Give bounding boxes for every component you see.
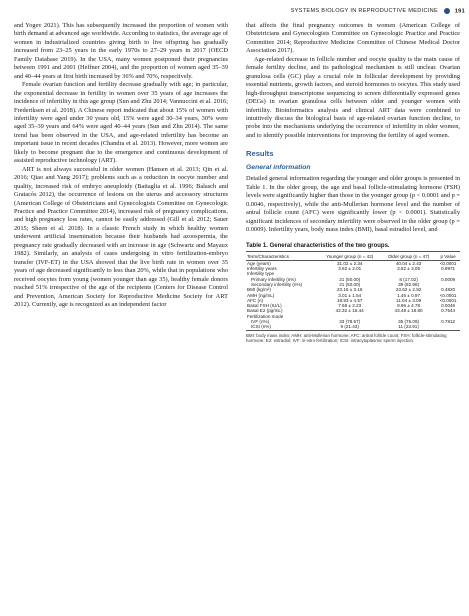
- table-body: [246, 260, 460, 330]
- table-cell-younger: 9 (21.43): [318, 324, 381, 330]
- journal-title: SYSTEMS BIOLOGY IN REPRODUCTIVE MEDICINE: [290, 8, 439, 15]
- table-header-older: Older group (n = 47): [381, 254, 436, 261]
- paragraph: that affects the final pregnancy outcomes in women (American College of Obstetricians and Gynecologists Committee on Gynecologic Practice and Practice Committee 2014; Reproductive Medicine Committee of Chinese Medical Doctor Association 2017).: [246, 22, 460, 55]
- table-cell-older: 3.62 ± 3.05: [397, 266, 421, 272]
- table-cell-term: BMI (kg/m²): [247, 287, 271, 293]
- paragraph: Detailed general information regarding the younger and older groups is presented in Table 1. In the older group, the age and basal follicle-stimulating hormone (FSH) levels were significantly higher than those in the younger group (p < 0.0001 and p = 0.0046, respectively), while the anti-Mullerian hormone level and the number of antral follicle count (AFC) were significantly lower (p < 0.0001). Statistically significant incidences of secondary infertility were observed in the older group (p = 0.0009). Infertility years, body mass index (BMI), basal estradiol level, and: [246, 175, 460, 234]
- table-cell-p: 0.7812: [441, 319, 456, 325]
- table-cell-younger: 33 (78.57): [339, 319, 361, 325]
- table-cell-term: AMH (ng/mL): [247, 292, 275, 298]
- table-cell-p: <0.0001: [439, 260, 457, 266]
- table-cell-younger: 18.93 ± 4.57: [336, 297, 363, 303]
- table-cell-p: <0.0001: [439, 297, 457, 303]
- table-cell-p: 0.9971: [441, 266, 456, 272]
- table-header-p-value: p Value: [436, 254, 460, 261]
- table-header-term: Term/Characteristics: [246, 254, 318, 261]
- table-cell-younger: 7.68 ± 2.23: [338, 303, 362, 309]
- table-cell-term: Infertility type: [247, 271, 275, 277]
- table-cell-p: 0.0009: [441, 276, 456, 282]
- table-cell-younger: 23.16 ± 3.16: [336, 287, 363, 293]
- table-cell-older: 11 (23.91): [381, 324, 436, 330]
- table-cell-term: Basal FSH (IU/L): [247, 303, 282, 309]
- table-cell-older: 40.04 ± 2.43: [395, 260, 422, 266]
- table-cell-younger: 3.01 ± 1.54: [338, 292, 362, 298]
- table-cell-older: 9.96 ± 4.78: [397, 303, 421, 309]
- table-cell-term: Fertilization mode: [247, 313, 284, 319]
- table-cell-p: <0.0001: [439, 292, 457, 298]
- table-cell-older: 39 (82.98): [398, 282, 420, 287]
- table-cell-term: IVF (n%): [251, 319, 270, 325]
- table-cell-p: 0.0046: [441, 303, 456, 309]
- table-cell-older: 11.04 ± 3.09: [395, 297, 422, 303]
- left-column: [14, 22, 228, 612]
- table-cell-younger: 42.32 ± 15.44: [335, 308, 364, 314]
- paragraph: ART is not always successful in older women (Hansen et al. 2013; Qin et al. 2016; Qiao and Yang 2017); problems such as a reduction in oocyte number and quality, increased risk of embryo aneuploidy (Battaglia et al. 1996; Balasch and Gratacós 2012), the occurrence of lesions on the uterus and accessory structures (American College of Obstetricians and Gynecologists Committee on Gynecologic Practice and Practice Committee 2014), increased risk of pregnancy complications, and high pregnancy loss rates, cannot be easily addressed (Gill et al. 2012; Sauer 2015; Sheen et al. 2018). In a classic French study in which healthy women underwent artificial insemination because their husbands had azoospermia, the pregnancy rate gradually decreased with an increase in age (Schwartz and Mayaux 1982). Similarly, an analysis of cases undergoing in vitro fertilization-embryo transfer (IVF-ET) in the USA showed that the live birth rate in women over 35 years of age decreased significantly to less than 20%, while that in populations who received oocytes from young (women younger than age 35), healthy female donors reached 51% irrespective of the age of the recipients (Centers for Disease Control and Prevention, American Society for Reproductive Medicine Society for ART 2012). Currently, age is recognized as an independent factor: [14, 165, 228, 308]
- table-cell-term: Primary infertility (n%): [251, 276, 296, 282]
- table-row: [246, 324, 460, 330]
- table-cell-term: Age (years): [247, 260, 271, 266]
- paragraph: Female ovarian function and fertility decrease gradually with age; in particular, the exponential decrease in fertility in women over 35 years of age increases the incidence of infertility in this age group (Sun and Zhu 2014; Vannuccini et al. 2016; Frederiksen et al. 2018). A Chinese report indicated that about 15% of women with infertility were aged under 30 years old, 15% were aged 30–34 years, 30% were aged 35–39 years and 64% were aged 40–44 years (Sun and Zhu 2014). The same trend has been observed in the USA, and age-related infertility has become an important issue in recent decades (Chandra et al. 2013). However, more women are likely to become pregnant due to the emergence and continuous development of assisted reproductive technology (ART).: [14, 81, 228, 165]
- table-cell-term: ICSI (n%): [246, 324, 318, 330]
- table-cell-younger: 3.62 ± 2.01: [338, 266, 362, 272]
- table-header-younger: Younger group (n = 42): [318, 254, 381, 261]
- table-cell-younger: 21 (50.00): [339, 282, 361, 287]
- paragraph: and Yogev 2021). This has subsequently increased the proportion of women with birth demand at advanced age worldwide. According to statistics, the average age of women in industrialized countries giving birth to live offspring has gradually increased from 23–25 years in the early 1970s to 27–29 years in 2017 (OECD Family Database 2019). In the USA, many women postponed their pregnancies between 1991 and 2001 (Heffner 2004), and the proportion of women aged 35–39 and 40–44 years at first birth increased by 36% and 70%, respectively.: [14, 22, 228, 80]
- table-cell-p: 0.7544: [441, 308, 456, 314]
- table-cell-younger: 21 (50.00): [339, 276, 361, 282]
- table-cell-older: 43.48 ± 18.80: [394, 308, 423, 314]
- table-cell-term: Secondary infertility (n%): [251, 282, 303, 287]
- table-cell-p: 0.4820: [441, 287, 456, 293]
- table-cell-p: [436, 324, 460, 330]
- table-cell-older: 8 (17.02): [399, 276, 418, 282]
- table-cell-older: 1.46 ± 0.97: [397, 292, 421, 298]
- table-caption: Table 1. General characteristics of the two groups.: [246, 243, 460, 252]
- page-number: 191: [454, 8, 465, 15]
- table-cell-older: 35 (76.09): [398, 319, 420, 325]
- paragraph: Age-related decrease in follicle number and oocyte quality is the main cause of female fertility decline, and its pathological mechanism is still unclear. Ovarian granulosa cells (GC) play a crucial role in follicular development by providing essential nutrients, growth factors, and steroid hormones to oocytes. This study used high-throughput transcriptome sequencing to screen differentially expressed genes (DEGs) in ovarian granulosa cells between older and younger women with infertility. Bioinformatics analysis and clinical ART data were combined to intuitively discuss the biological basis of age-related ovarian function decline, to probe into the mechanisms underlying the occurrence of infertility in older women, and to identify possible interventions for improving the fertility of aged women.: [246, 55, 460, 139]
- table-cell-term: Basal E2 (pg/mL): [247, 308, 283, 314]
- right-column: [246, 22, 460, 612]
- table-footnote: BMI: body mass index; AMH: anti-Mullerian hormone; AFC: antral follicle count; FSH: follicle-stimulating hormone; E2: estradiol; IVF: in-vitro fertilization; ICSI: intracytoplasmic sperm injection.: [246, 332, 447, 343]
- table-cell-older: 23.62 ± 2.92: [395, 287, 422, 293]
- table-cell-term: Infertility years: [247, 266, 277, 272]
- subsection-heading: General information: [246, 164, 311, 172]
- table-cell-term: AFC (n): [247, 297, 264, 303]
- running-head: [0, 8, 465, 14]
- journal-logo-icon: [444, 8, 450, 14]
- section-heading-results: Results: [246, 149, 274, 159]
- table-cell-younger: 31.02 ± 2.34: [336, 260, 363, 266]
- characteristics-table: [246, 254, 460, 331]
